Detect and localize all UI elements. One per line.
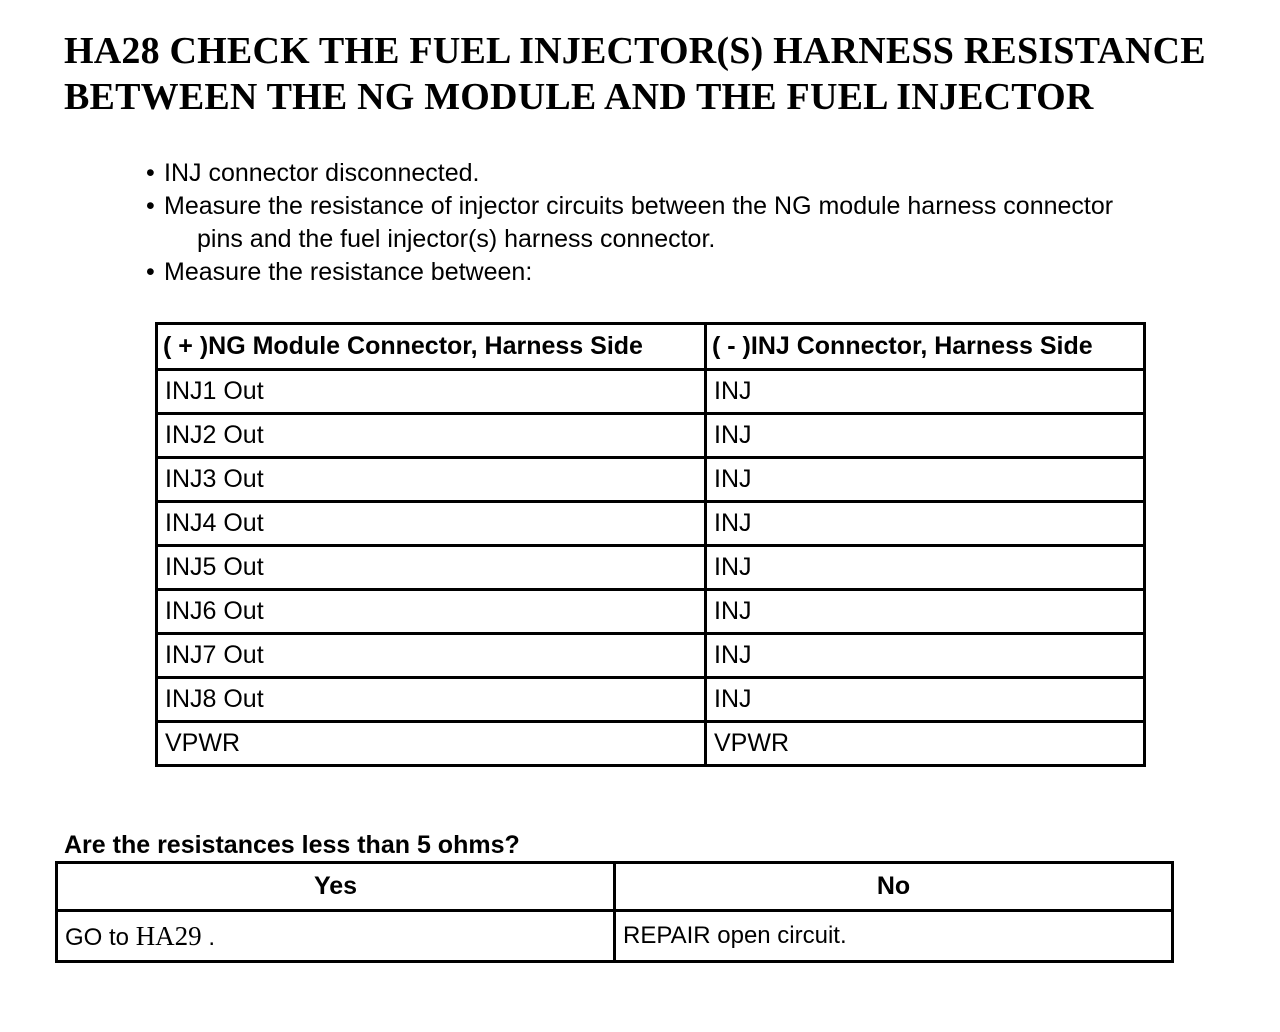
table-cell: INJ4 Out xyxy=(157,502,706,546)
no-header: No xyxy=(615,863,1173,911)
title-line-1: HA28 CHECK THE FUEL INJECTOR(S) HARNESS RESISTANCE xyxy=(64,30,1206,72)
yes-action-prefix: GO to xyxy=(65,923,136,951)
instruction-text-continued: pins and the fuel injector(s) harness connector. xyxy=(197,225,716,253)
decision-question: Are the resistances less than 5 ohms? xyxy=(64,831,520,859)
instruction-item xyxy=(146,190,1113,256)
table-cell: INJ1 Out xyxy=(157,370,706,414)
instruction-text: Measure the resistance of injector circuits between the NG module harness connector xyxy=(164,192,1114,220)
table-row xyxy=(157,414,1145,458)
table-row xyxy=(157,370,1145,414)
answer-row xyxy=(57,911,1173,962)
table-cell: INJ xyxy=(706,458,1145,502)
yes-header: Yes xyxy=(57,863,615,911)
table-cell: INJ3 Out xyxy=(157,458,706,502)
table-cell: INJ xyxy=(706,414,1145,458)
table-header-row xyxy=(157,324,1145,370)
instruction-item xyxy=(146,256,1113,289)
table-cell: INJ xyxy=(706,370,1145,414)
table-cell: INJ8 Out xyxy=(157,678,706,722)
table-cell: INJ5 Out xyxy=(157,546,706,590)
instruction-item xyxy=(146,157,1113,190)
answer-header-row xyxy=(57,863,1173,911)
page-title xyxy=(64,28,1206,120)
table-cell: INJ2 Out xyxy=(157,414,706,458)
instruction-text: INJ connector disconnected. xyxy=(164,159,480,187)
table-cell: INJ xyxy=(706,502,1145,546)
table-row xyxy=(157,722,1145,766)
measurement-table xyxy=(155,322,1146,767)
table-cell: INJ xyxy=(706,634,1145,678)
column-header-inj-connector: ( - )INJ Connector, Harness Side xyxy=(706,324,1145,370)
table-row xyxy=(157,678,1145,722)
column-header-ng-module: ( + )NG Module Connector, Harness Side xyxy=(157,324,706,370)
table-cell: INJ7 Out xyxy=(157,634,706,678)
table-cell: INJ6 Out xyxy=(157,590,706,634)
table-cell: INJ xyxy=(706,590,1145,634)
title-line-2: BETWEEN THE NG MODULE AND THE FUEL INJECTOR xyxy=(64,76,1094,118)
yes-action-cell xyxy=(57,911,615,962)
yes-action-suffix: . xyxy=(201,923,216,951)
instruction-text: Measure the resistance between: xyxy=(164,258,533,286)
table-row xyxy=(157,458,1145,502)
no-action-cell: REPAIR open circuit. xyxy=(615,911,1173,962)
table-cell: VPWR xyxy=(157,722,706,766)
table-cell: VPWR xyxy=(706,722,1145,766)
instruction-list xyxy=(146,157,1113,289)
answer-table xyxy=(55,861,1174,963)
table-row xyxy=(157,546,1145,590)
table-row xyxy=(157,590,1145,634)
ha29-link[interactable]: HA29 xyxy=(135,920,202,951)
table-cell: INJ xyxy=(706,546,1145,590)
table-row xyxy=(157,502,1145,546)
table-cell: INJ xyxy=(706,678,1145,722)
table-row xyxy=(157,634,1145,678)
